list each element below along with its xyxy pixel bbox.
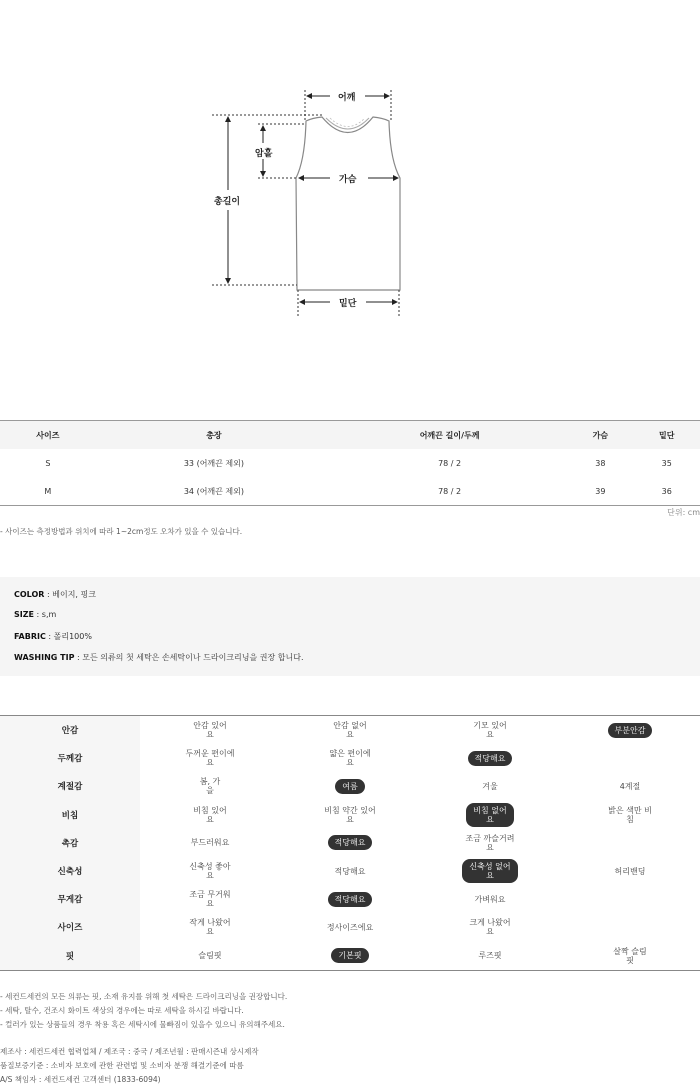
table-cell: M bbox=[0, 477, 96, 506]
option-text: 비침 약간 있어 요 bbox=[324, 805, 376, 824]
feature-table bbox=[0, 715, 700, 971]
option-text: 비침 있어 요 bbox=[193, 805, 227, 824]
selected-option-badge: 적당해요 bbox=[468, 751, 513, 766]
table-cell: S bbox=[45, 458, 51, 468]
washing-row bbox=[14, 652, 304, 663]
feature-option bbox=[280, 716, 420, 744]
selected-option-badge: 기본핏 bbox=[331, 948, 368, 963]
size-diagram bbox=[0, 0, 700, 330]
feature-option bbox=[280, 942, 420, 970]
feature-name: 무게감 bbox=[0, 885, 140, 913]
hem-label: 밑단 bbox=[337, 296, 358, 309]
feature-option bbox=[560, 885, 700, 913]
feature-option bbox=[420, 857, 560, 885]
feature-option bbox=[140, 744, 280, 772]
table-cell: 36 bbox=[634, 477, 700, 506]
legal-info bbox=[0, 1045, 259, 1087]
feature-option bbox=[140, 772, 280, 800]
washing-value: : 모든 의류의 첫 세탁은 손세탁이나 드라이크리닝을 권장 합니다. bbox=[74, 653, 304, 662]
option-text: 슬림핏 bbox=[198, 951, 222, 961]
header-size: 사이즈 bbox=[0, 421, 96, 450]
color-value: : 베이지, 핑크 bbox=[44, 590, 96, 599]
header-hem: 밑단 bbox=[634, 421, 700, 450]
feature-row bbox=[0, 772, 700, 800]
size-table-header bbox=[0, 421, 700, 450]
option-text: 4계절 bbox=[619, 781, 641, 791]
table-row bbox=[0, 477, 700, 506]
option-text: 조금 무거워 요 bbox=[189, 890, 231, 909]
feature-option bbox=[560, 772, 700, 800]
size-value: : s,m bbox=[34, 610, 57, 619]
option-text: 두꺼운 편이에 요 bbox=[185, 749, 235, 768]
washing-label: WASHING TIP bbox=[14, 653, 75, 662]
fabric-label: FABRIC bbox=[14, 632, 46, 641]
color-row bbox=[14, 589, 96, 600]
feature-row bbox=[0, 744, 700, 772]
feature-name: 비침 bbox=[0, 801, 140, 829]
table-cell: 38 bbox=[595, 458, 606, 468]
feature-option bbox=[280, 801, 420, 829]
legal-line: A/S 책임자 : 세컨드세컨 고객센터 (1833-6094) bbox=[0, 1075, 161, 1084]
feature-row bbox=[0, 885, 700, 913]
feature-option bbox=[420, 913, 560, 941]
header-strap: 어깨끈 길이/두께 bbox=[332, 421, 567, 450]
feature-option bbox=[560, 857, 700, 885]
garment-outline bbox=[0, 0, 700, 330]
option-text: 정사이즈에요 bbox=[326, 922, 374, 932]
feature-option bbox=[560, 942, 700, 970]
feature-option bbox=[420, 942, 560, 970]
feature-name: 핏 bbox=[0, 942, 140, 970]
option-text: 가벼워요 bbox=[474, 894, 506, 904]
care-note: - 컬러가 있는 상품들의 경우 착용 혹은 세탁시에 물빠짐이 있을수 있으니 유의해주세요. bbox=[0, 1020, 285, 1029]
feature-row bbox=[0, 716, 700, 744]
fabric-value: : 폴리100% bbox=[45, 632, 92, 641]
option-text: 안감 없어 요 bbox=[333, 721, 367, 740]
selected-option-badge: 여름 bbox=[335, 779, 364, 794]
feature-row bbox=[0, 857, 700, 885]
feature-option bbox=[140, 885, 280, 913]
option-text: 겨울 bbox=[482, 781, 498, 791]
color-label: COLOR bbox=[14, 590, 45, 599]
table-row bbox=[0, 449, 700, 477]
shoulder-label: 어깨 bbox=[336, 90, 357, 103]
feature-option bbox=[560, 716, 700, 744]
table-cell: 39 bbox=[567, 477, 633, 506]
option-text: 살짝 슬림 핏 bbox=[613, 946, 647, 965]
option-text: 허리밴딩 bbox=[614, 866, 646, 876]
feature-name: 촉감 bbox=[0, 829, 140, 857]
unit-label: 단위: cm bbox=[667, 508, 700, 517]
feature-option bbox=[420, 829, 560, 857]
feature-option bbox=[140, 801, 280, 829]
care-notes bbox=[0, 990, 287, 1032]
feature-option bbox=[140, 913, 280, 941]
care-note: - 세컨드세컨의 모든 의류는 핏, 소재 유지를 위해 첫 세탁은 드라이크리닝을 권장합니다. bbox=[0, 992, 288, 1001]
option-text: 루즈핏 bbox=[478, 951, 502, 961]
size-label: SIZE bbox=[14, 610, 35, 619]
feature-option bbox=[420, 716, 560, 744]
measurement-note: - 사이즈는 측정방법과 위치에 따라 1~2cm정도 오차가 있을 수 있습니다. bbox=[0, 527, 243, 536]
feature-option bbox=[140, 942, 280, 970]
option-text: 신축성 좋아 요 bbox=[189, 862, 231, 881]
feature-option bbox=[280, 829, 420, 857]
option-text: 봄, 가 을 bbox=[199, 777, 221, 796]
feature-row bbox=[0, 913, 700, 941]
option-text: 작게 나왔어 요 bbox=[189, 918, 231, 937]
feature-option bbox=[420, 744, 560, 772]
fabric-row bbox=[14, 631, 92, 642]
feature-option bbox=[560, 801, 700, 829]
feature-option bbox=[280, 857, 420, 885]
header-chest: 가슴 bbox=[567, 421, 633, 450]
feature-row bbox=[0, 942, 700, 970]
selected-option-badge: 적당해요 bbox=[328, 892, 373, 907]
feature-row bbox=[0, 801, 700, 829]
feature-option bbox=[140, 716, 280, 744]
armhole-label: 암홀 bbox=[253, 146, 274, 159]
table-cell: 33 (어깨끈 제외) bbox=[183, 458, 244, 468]
option-text: 안감 있어 요 bbox=[193, 721, 227, 740]
size-row bbox=[14, 610, 56, 619]
selected-option-badge: 적당해요 bbox=[328, 835, 373, 850]
selected-option-badge: 부분안감 bbox=[608, 723, 653, 738]
feature-name: 계절감 bbox=[0, 772, 140, 800]
option-text: 얇은 편이에 요 bbox=[329, 749, 371, 768]
feature-option bbox=[280, 772, 420, 800]
care-note: - 세탁, 탈수, 건조시 화이트 색상의 경우에는 따로 세탁을 하시길 바랍니다. bbox=[0, 1006, 244, 1015]
feature-option bbox=[420, 772, 560, 800]
option-text: 조금 까슬거려 요 bbox=[465, 833, 515, 852]
total-length-label: 총길이 bbox=[212, 194, 242, 207]
feature-option bbox=[420, 801, 560, 829]
option-text: 크게 나왔어 요 bbox=[469, 918, 511, 937]
size-table bbox=[0, 420, 700, 506]
feature-option bbox=[280, 913, 420, 941]
feature-name: 두께감 bbox=[0, 744, 140, 772]
table-cell: 78 / 2 bbox=[438, 458, 462, 468]
feature-option bbox=[420, 885, 560, 913]
feature-name: 신축성 bbox=[0, 857, 140, 885]
product-info-box bbox=[0, 577, 700, 676]
feature-option bbox=[140, 857, 280, 885]
feature-name: 안감 bbox=[0, 716, 140, 744]
table-cell: 35 bbox=[661, 458, 672, 468]
selected-option-badge: 비침 없어 요 bbox=[466, 803, 513, 827]
table-cell: 34 (어깨끈 제외) bbox=[96, 477, 332, 506]
header-length: 총장 bbox=[96, 421, 332, 450]
option-text: 밝은 색만 비 침 bbox=[608, 805, 652, 824]
option-text: 기모 있어 요 bbox=[473, 721, 507, 740]
legal-line: 제조사 : 세컨드세컨 협력업체 / 제조국 : 중국 / 제조년월 : 판매시즌내 상시제작 bbox=[0, 1047, 259, 1056]
feature-option bbox=[280, 744, 420, 772]
feature-row bbox=[0, 829, 700, 857]
feature-option bbox=[560, 744, 700, 772]
table-cell: 78 / 2 bbox=[332, 477, 567, 506]
selected-option-badge: 신축성 없어 요 bbox=[462, 859, 517, 883]
option-text: 적당해요 bbox=[334, 866, 366, 876]
legal-line: 품질보증기준 : 소비자 보호에 관한 관련법 및 소비자 분쟁 해결기준에 따름 bbox=[0, 1061, 244, 1070]
feature-option bbox=[140, 829, 280, 857]
feature-option bbox=[280, 885, 420, 913]
feature-option bbox=[560, 829, 700, 857]
feature-option bbox=[560, 913, 700, 941]
chest-label: 가슴 bbox=[337, 172, 358, 185]
feature-name: 사이즈 bbox=[0, 913, 140, 941]
option-text: 부드러워요 bbox=[190, 838, 230, 848]
